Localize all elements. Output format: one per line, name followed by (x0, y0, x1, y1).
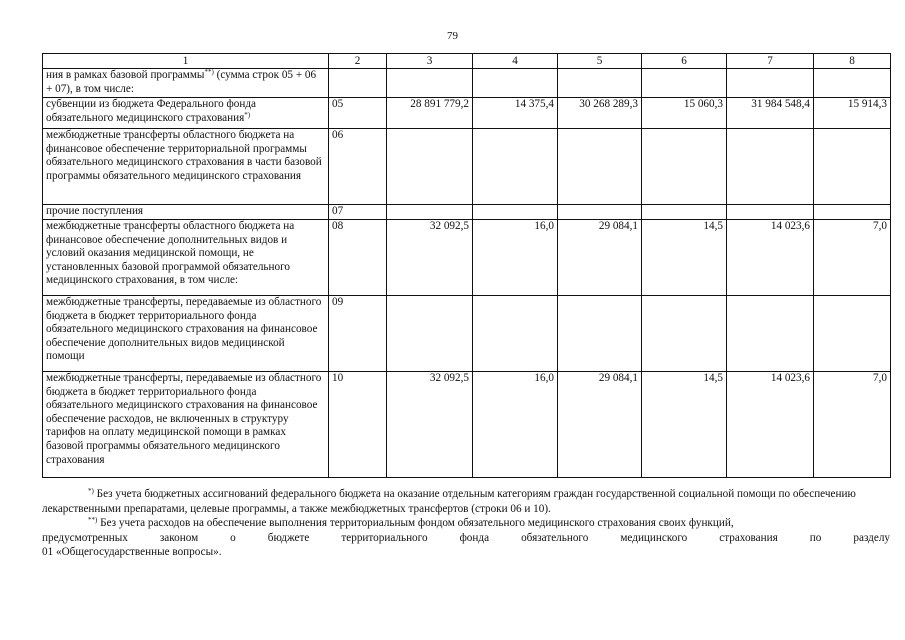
table-row (43, 220, 891, 296)
cell-col4: 14 375,4 (473, 98, 558, 129)
footnote-2-line-1: Без учета расходов на обеспечение выполнения территориальным фондом обязательного медицинского страхования своих функций, (97, 517, 734, 529)
cell-col7 (727, 205, 814, 220)
cell-col4: 16,0 (473, 372, 558, 478)
cell-col6: 15 060,3 (642, 98, 727, 129)
cell-col3 (387, 129, 473, 205)
cell-col7: 31 984 548,4 (727, 98, 814, 129)
row-description: межбюджетные трансферты, передаваемые из областного бюджета в бюджет территориального фонда обязательного медицинского страхования на финансовое обеспечение дополнительных видов медицинской помощи (43, 296, 329, 372)
cell-col4 (473, 129, 558, 205)
cell-col3: 32 092,5 (387, 220, 473, 296)
table-row (43, 205, 891, 220)
column-header: 8 (814, 54, 891, 69)
cell-col4 (473, 205, 558, 220)
cell-col6 (642, 205, 727, 220)
row-description: субвенции из бюджета Федерального фонда обязательного медицинского страхования*) (43, 98, 329, 129)
footnote-2 (42, 516, 890, 531)
budget-table (42, 53, 891, 478)
cell-col8 (814, 129, 891, 205)
cell-col6: 14,5 (642, 220, 727, 296)
column-header: 3 (387, 54, 473, 69)
cell-col5: 30 268 289,3 (558, 98, 642, 129)
column-header: 2 (329, 54, 387, 69)
cell-col7: 14 023,6 (727, 372, 814, 478)
cell-col4 (473, 69, 558, 98)
cell-col4 (473, 296, 558, 372)
table-row (43, 69, 891, 98)
cell-col8: 7,0 (814, 220, 891, 296)
cell-col6 (642, 129, 727, 205)
column-header: 6 (642, 54, 727, 69)
cell-col3: 28 891 779,2 (387, 98, 473, 129)
row-code: 09 (329, 296, 387, 372)
footnote-2-line-2: предусмотренных законом о бюджете территориального фонда обязательного медицинского страхования по разделу (42, 531, 890, 544)
row-code: 06 (329, 129, 387, 205)
cell-col4: 16,0 (473, 220, 558, 296)
row-description: прочие поступления (43, 205, 329, 220)
row-description: межбюджетные трансферты, передаваемые из областного бюджета в бюджет территориального фонда обязательного медицинского страхования на финансовое обеспечение расходов, не включенных в структуру тарифов на оплату медицинской помощи в рамках базовой программы обязательного медицинского страхования (43, 372, 329, 478)
page-number: 79 (447, 30, 458, 42)
column-header: 7 (727, 54, 814, 69)
cell-col3 (387, 296, 473, 372)
row-code (329, 69, 387, 98)
row-code: 10 (329, 372, 387, 478)
cell-col3 (387, 205, 473, 220)
footnote-1-mark: *) (88, 487, 94, 495)
footnote-1 (42, 487, 890, 516)
cell-col6 (642, 69, 727, 98)
column-header: 5 (558, 54, 642, 69)
cell-col7 (727, 129, 814, 205)
cell-col6 (642, 296, 727, 372)
cell-col6: 14,5 (642, 372, 727, 478)
cell-col8: 7,0 (814, 372, 891, 478)
column-numbers-row (43, 54, 891, 69)
cell-col5: 29 084,1 (558, 372, 642, 478)
cell-col8 (814, 296, 891, 372)
cell-col8: 15 914,3 (814, 98, 891, 129)
table-row (43, 129, 891, 205)
cell-col3: 32 092,5 (387, 372, 473, 478)
table-row (43, 372, 891, 478)
row-description: межбюджетные трансферты областного бюджета на финансовое обеспечение территориальной программы обязательного медицинского страхования в части базовой программы обязательного медицинского страхования (43, 129, 329, 205)
cell-col7 (727, 296, 814, 372)
row-code: 07 (329, 205, 387, 220)
row-code: 05 (329, 98, 387, 129)
column-header: 4 (473, 54, 558, 69)
table-row (43, 98, 891, 129)
row-code: 08 (329, 220, 387, 296)
footnote-2-line-3: 01 «Общегосударственные вопросы». (42, 546, 222, 558)
column-header: 1 (43, 54, 329, 69)
cell-col3 (387, 69, 473, 98)
cell-col5 (558, 296, 642, 372)
cell-col5: 29 084,1 (558, 220, 642, 296)
cell-col8 (814, 69, 891, 98)
cell-col5 (558, 129, 642, 205)
table-row (43, 296, 891, 372)
cell-col5 (558, 205, 642, 220)
cell-col8 (814, 205, 891, 220)
footnote-2-mark: **) (88, 516, 98, 524)
cell-col7: 14 023,6 (727, 220, 814, 296)
row-description: ния в рамках базовой программы**) (сумма строк 05 + 06 + 07), в том числе: (43, 69, 329, 98)
cell-col7 (727, 69, 814, 98)
row-description: межбюджетные трансферты областного бюджета на финансовое обеспечение дополнительных видов и условий оказания медицинской помощи, не установленных базовой программой обязательного медицинского страхования, в том числе: (43, 220, 329, 296)
footnotes (42, 487, 890, 560)
cell-col5 (558, 69, 642, 98)
footnote-1-text: Без учета бюджетных ассигнований федерального бюджета на оказание отдельным категориям граждан государственной социальной помощи по обеспечению лекарственными препаратами, целевые программы, а также межбюджетных трансфертов (строки 06 и 10). (42, 488, 856, 515)
